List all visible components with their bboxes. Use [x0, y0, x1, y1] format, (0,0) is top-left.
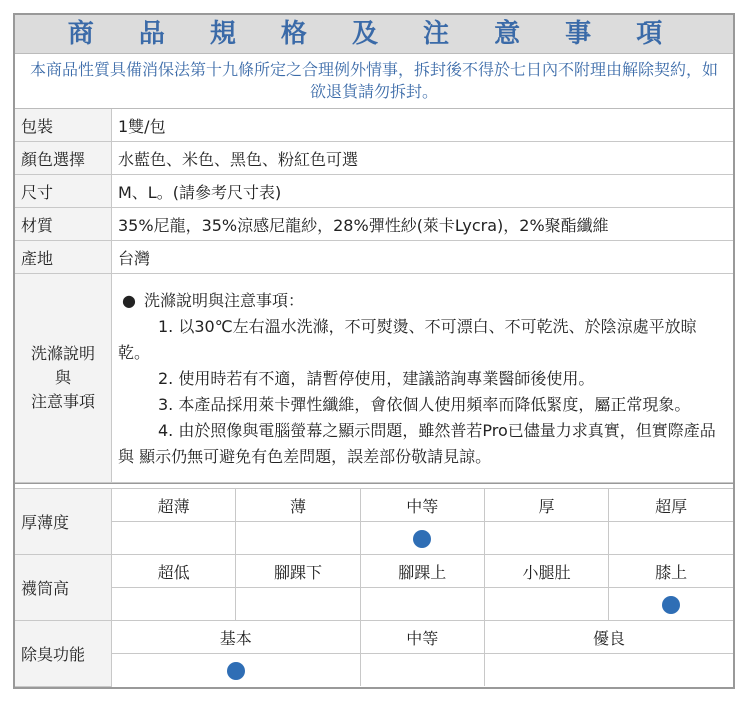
wash-item: 3. 本產品採用萊卡彈性纖維，會依個人使用頻率而降低緊度，屬正常現象。	[158, 395, 691, 414]
option-label: 超薄	[112, 489, 236, 522]
option-label: 薄	[236, 489, 360, 522]
height-marker-row	[15, 588, 733, 621]
height-options-row	[15, 555, 733, 588]
option-label: 小腿肚	[484, 555, 608, 588]
sheet-title: 商 品 規 格 及 注 意 事 項	[15, 15, 733, 54]
thickness-options-row	[15, 489, 733, 522]
marker-cell	[484, 522, 608, 555]
spec-value: 35%尼龍，35%涼感尼龍紗，28%彈性紗(萊卡Lycra)，2%聚酯纖維	[112, 208, 734, 241]
option-label: 腳踝上	[360, 555, 484, 588]
marker-cell	[112, 588, 236, 621]
selected-dot-icon	[413, 530, 431, 548]
spec-row-origin	[15, 241, 733, 274]
marker-cell	[360, 588, 484, 621]
deodorant-options-row	[15, 621, 733, 654]
wash-item: 1. 以30℃左右溫水洗滌，不可熨燙、不可漂白、不可乾洗、於陰涼處平放晾乾。	[118, 317, 697, 362]
spec-value: 台灣	[112, 241, 734, 274]
spec-value: 1雙/包	[112, 109, 734, 142]
wash-label-line: 注意事項	[30, 392, 95, 411]
option-label: 超低	[112, 555, 236, 588]
bullet-icon: ●	[122, 291, 136, 310]
option-label: 中等	[360, 621, 484, 654]
spec-value: 水藍色、米色、黑色、粉紅色可選	[112, 142, 734, 175]
marker-cell	[609, 588, 733, 621]
option-label: 腳踝下	[236, 555, 360, 588]
marker-cell	[112, 522, 236, 555]
spec-value: M、L。(請參考尺寸表)	[112, 175, 734, 208]
spec-label: 尺寸	[15, 175, 112, 208]
option-label: 中等	[360, 489, 484, 522]
wash-instructions	[112, 274, 734, 483]
marker-cell	[360, 522, 484, 555]
spec-label: 包裝	[15, 109, 112, 142]
spec-row-size	[15, 175, 733, 208]
spec-label: 產地	[15, 241, 112, 274]
marker-cell	[609, 522, 733, 555]
return-notice: 本商品性質具備消保法第十九條所定之合理例外情事，拆封後不得於七日內不附理由解除契約，如欲退貨請勿拆封。	[15, 54, 733, 109]
marker-cell	[236, 522, 360, 555]
option-label: 厚	[484, 489, 608, 522]
rating-table	[15, 488, 733, 687]
option-label: 超厚	[609, 489, 733, 522]
spec-row-wash	[15, 274, 733, 483]
marker-cell	[360, 654, 484, 687]
selected-dot-icon	[662, 596, 680, 614]
rating-label-height: 襪筒高	[15, 555, 112, 621]
wash-heading-text: 洗滌說明與注意事項：	[143, 291, 304, 310]
wash-label-line: 洗滌說明	[30, 344, 95, 363]
spec-row-packaging	[15, 109, 733, 142]
marker-cell	[484, 654, 733, 687]
wash-item: 2. 使用時若有不適，請暫停使用，建議諮詢專業醫師後使用。	[158, 369, 595, 388]
selected-dot-icon	[227, 662, 245, 680]
wash-heading	[118, 288, 727, 314]
wash-label-line: 與	[54, 368, 71, 387]
marker-cell	[484, 588, 608, 621]
spec-row-colors	[15, 142, 733, 175]
spec-label: 材質	[15, 208, 112, 241]
rating-label-deodorant: 除臭功能	[15, 621, 112, 687]
option-label: 基本	[112, 621, 361, 654]
marker-cell	[112, 654, 361, 687]
rating-label-thickness: 厚薄度	[15, 489, 112, 555]
spec-table	[15, 109, 733, 483]
option-label: 優良	[484, 621, 733, 654]
wash-label	[15, 274, 112, 483]
spec-row-material	[15, 208, 733, 241]
deodorant-marker-row	[15, 654, 733, 687]
option-label: 膝上	[609, 555, 733, 588]
spec-sheet	[13, 13, 735, 689]
wash-item: 4. 由於照像與電腦螢幕之顯示問題，雖然普若Pro已儘量力求真實，但實際產品與 顯示仍無可避免有色差問題，誤差部份敬請見諒。	[118, 421, 716, 466]
thickness-marker-row	[15, 522, 733, 555]
spec-label: 顏色選擇	[15, 142, 112, 175]
marker-cell	[236, 588, 360, 621]
